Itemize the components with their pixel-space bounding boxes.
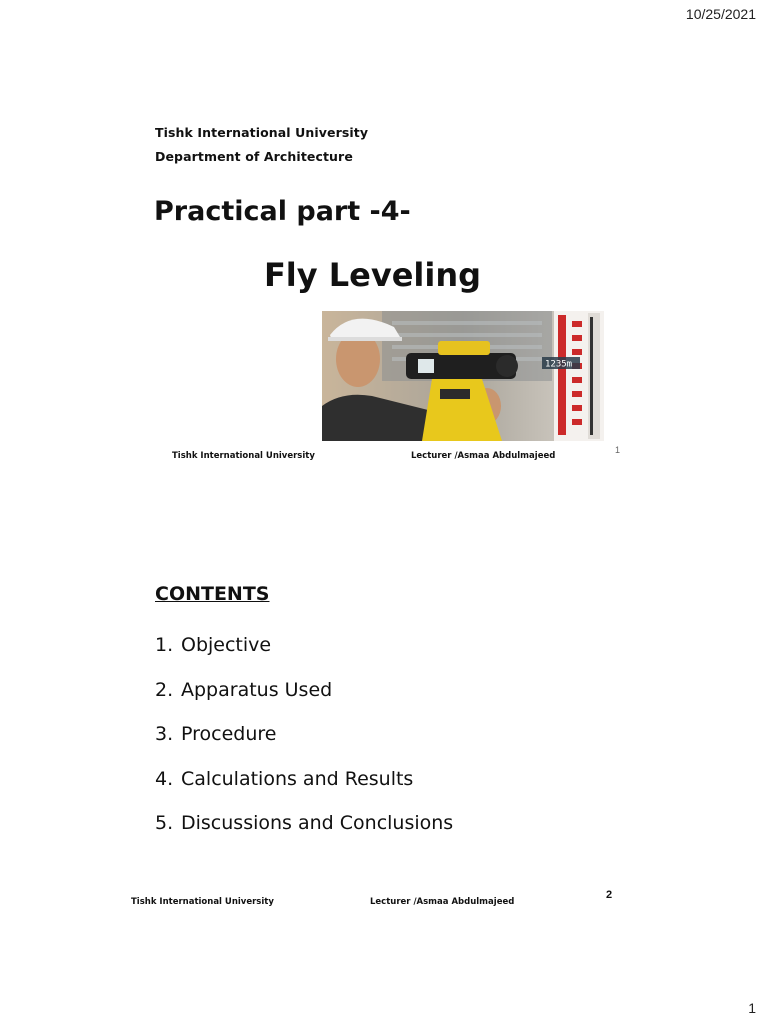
sheet-page-number: 1 — [748, 1000, 756, 1016]
contents-item-number: 5. — [155, 812, 174, 834]
practical-heading: Practical part -4- — [154, 196, 411, 227]
slide2-footer-lecturer: Lecturer /Asmaa Abdulmajeed — [370, 897, 515, 907]
university-name: Tishk International University — [155, 125, 369, 140]
surveyor-level-photo — [322, 311, 604, 441]
slide2-footer-university: Tishk International University — [131, 897, 274, 907]
department-name: Department of Architecture — [155, 149, 353, 164]
slide1-footer-university: Tishk International University — [172, 451, 315, 461]
print-date: 10/25/2021 — [685, 6, 756, 22]
contents-item-label: Procedure — [181, 723, 277, 745]
contents-item-label: Calculations and Results — [181, 767, 414, 790]
slide1-number: 1 — [615, 445, 621, 455]
contents-item-number: 2. — [155, 678, 174, 701]
contents-item-label: Objective — [181, 634, 272, 656]
display-readout-text: 1235m — [545, 359, 573, 370]
contents-item-number: 3. — [155, 723, 174, 745]
contents-item-label: Apparatus Used — [181, 678, 333, 701]
slide2-number: 2 — [606, 889, 613, 901]
contents-item — [155, 679, 453, 724]
contents-item — [155, 768, 453, 813]
contents-item — [155, 723, 453, 768]
leveling-staff — [554, 311, 604, 441]
surveyor-photo-illustration — [322, 311, 604, 441]
contents-heading: CONTENTS — [155, 583, 270, 605]
slide1-footer-lecturer: Lecturer /Asmaa Abdulmajeed — [411, 451, 556, 461]
contents-item — [155, 812, 453, 857]
contents-item-label: Discussions and Conclusions — [181, 812, 454, 834]
contents-item-number: 4. — [155, 767, 174, 790]
contents-list — [155, 634, 453, 857]
contents-item-number: 1. — [155, 634, 174, 656]
slide-title: Fly Leveling — [263, 256, 482, 294]
contents-item — [155, 634, 453, 679]
